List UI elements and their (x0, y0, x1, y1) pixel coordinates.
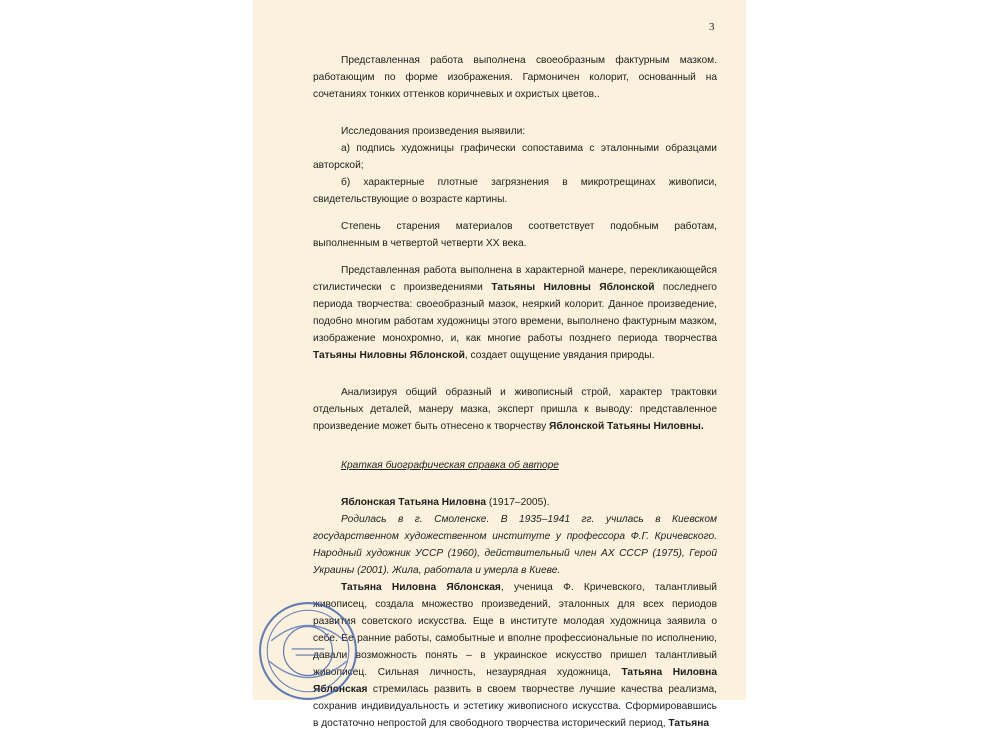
paragraph-style: Представленная работа выполнена в характерной манере, перекликающейся стилистически с произведениями Татьяны Ниловны Яблонской последнего периода творчества: своеобразный мазок, неяркий колорит. Данное произведение, подобно многим работам художницы этого времени, выполнено фактурным мазком, изображение монохромно, и, как многие работы позднего периода творчества Татьяны Ниловны Яблонской, создает ощущение увядания природы. (313, 265, 717, 361)
list-item-b: б) характерные плотные загрязнения в микротрещинах живописи, свидетельствующие о возрасте картины. (313, 177, 717, 205)
seal-stamp-icon (257, 600, 359, 702)
bio-paragraph: Татьяна Ниловна Яблонская, ученица Ф. Кричевского, талантливый живописец, создала множество произведений, эталонных для всех периодов развития советского искусства. Еще в институте молодая художница заявила о себе. Ее ранние работы, самобытные и вполне профессиональные по исполнению, давали возможность понять – в украинское искусство пришел талантливый живописец. Сильная личность, незаурядная художница, Татьяна Ниловна Яблонская стремилась развить в своем творчестве лучшие качества реализма, сохранив индивидуальность и эстетику живописного искусства. Сформировавшись в достаточно непростой для свободного творчества исторический период, Татьяна (313, 582, 718, 729)
paragraph-technique: Представленная работа выполнена своеобразным фактурным мазком. работающим по форме изображения. Гармоничен колорит, основанный на сочетаниях тонких оттенков коричневых и охристых цветов.. (313, 55, 717, 100)
artist-name-bold: Яблонской Татьяны Ниловны. (549, 421, 704, 432)
paragraph-aging: Степень старения материалов соответствует подобным работам, выполненным в четвертой четверти XX века. (313, 221, 717, 249)
list-item-a: а) подпись художницы графически сопоставима с эталонными образцами авторской; (313, 143, 717, 171)
page-number: 3 (709, 21, 715, 33)
bio-summary: Родилась в г. Смоленске. В 1935–1941 гг. училась в Киевском государственном художественном институте у профессора Ф.Г. Кричевского. Народный художник УССР (1960), действительный член АХ СССР (1975), Герой Украины (2001). Жила, работала и умерла в Киеве. (313, 514, 717, 576)
bio-heading: Краткая биографическая справка об авторе (341, 460, 559, 471)
document-body (313, 52, 717, 732)
artist-name-bold: Татьяны Ниловны Яблонской (313, 350, 465, 361)
bio-name-line: Яблонская Татьяна Ниловна (1917–2005). (341, 497, 550, 508)
artist-name-bold: Татьяны Ниловны Яблонской (491, 282, 655, 293)
paragraph-conclusion: Анализируя общий образный и живописный строй, характер трактовки отдельных деталей, манеру мазка, эксперт пришла к выводу: представленное произведение может быть отнесено к творчеству Яблонской Татьяны Ниловны. (313, 387, 717, 432)
paragraph-research-intro: Исследования произведения выявили: (341, 126, 526, 137)
document-page (253, 0, 746, 729)
